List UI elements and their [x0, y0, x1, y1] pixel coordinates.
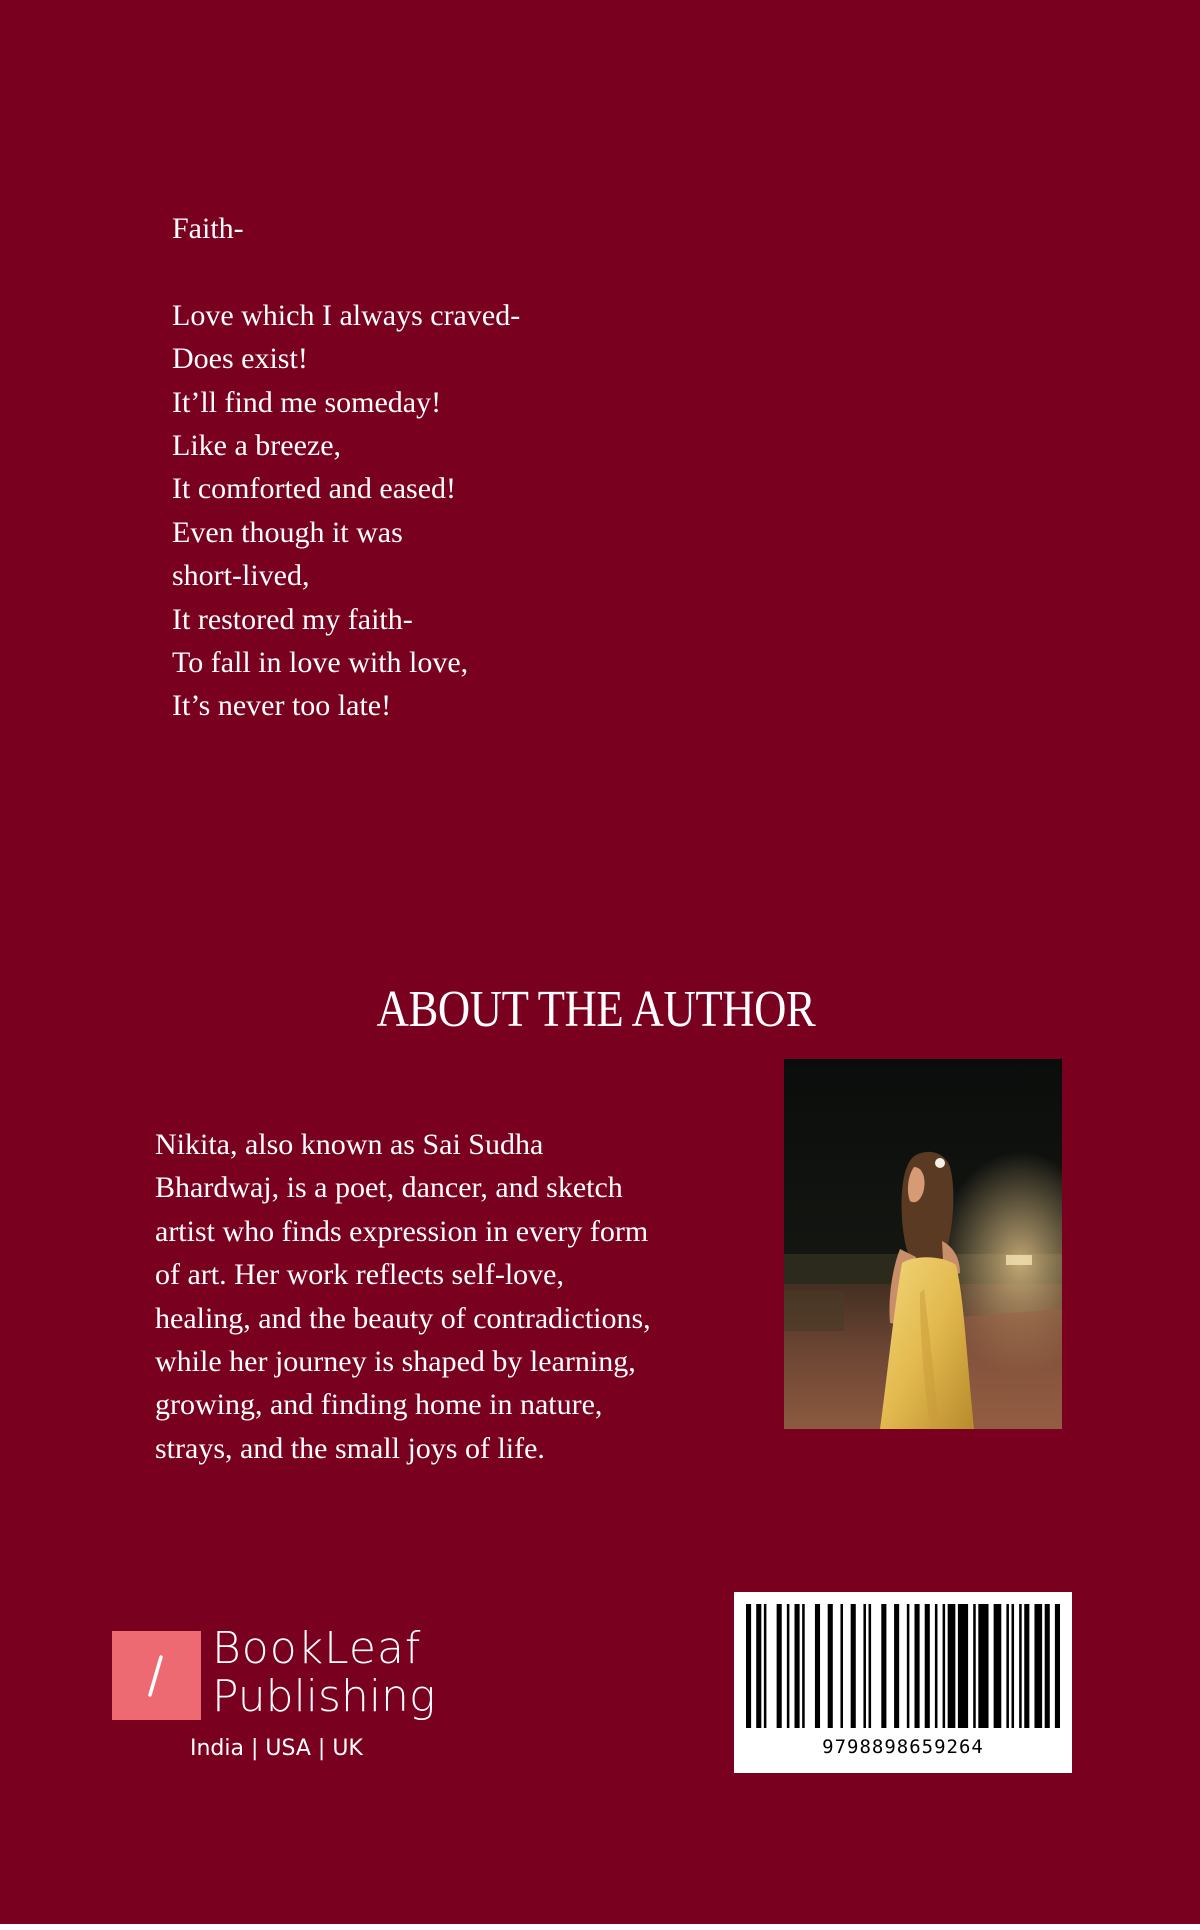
poem-line: Like a breeze,	[172, 429, 342, 463]
poem-line: Even though it was	[172, 515, 403, 549]
poem	[172, 207, 872, 728]
barcode-bar	[815, 1604, 820, 1728]
barcode-bar	[1006, 1604, 1009, 1728]
publisher-name-line1: BookLeaf	[212, 1623, 422, 1674]
barcode-bar	[925, 1604, 930, 1728]
bio-line: healing, and the beauty of contradictions,	[155, 1301, 651, 1335]
poem-line: short-lived,	[172, 559, 310, 593]
barcode-bar	[894, 1604, 899, 1728]
barcode-bar	[802, 1604, 805, 1728]
barcode-bar	[1055, 1604, 1060, 1728]
author-photo	[784, 1059, 1062, 1429]
barcode-bar	[948, 1604, 956, 1728]
barcode-bar	[1045, 1604, 1050, 1728]
barcode-bar	[994, 1604, 1002, 1728]
poem-line: It comforted and eased!	[172, 472, 457, 506]
barcode-bar	[1019, 1604, 1022, 1728]
barcode-bar	[943, 1604, 946, 1728]
poem-line: It’s never too late!	[172, 689, 392, 723]
bio-line: of art. Her work reflects self-love,	[155, 1258, 564, 1292]
barcode-bar	[746, 1604, 751, 1728]
barcode-bar	[978, 1604, 988, 1728]
barcode-bar	[863, 1604, 866, 1728]
slash-mark-icon	[112, 1631, 201, 1720]
barcode-bar	[1024, 1604, 1029, 1728]
bio-line: while her journey is shaped by learning,	[155, 1345, 636, 1379]
isbn-number: 9798898659264	[822, 1736, 984, 1758]
barcode-bar	[1012, 1604, 1015, 1728]
barcode-bar	[787, 1604, 790, 1728]
bio-line: Bhardwaj, is a poet, dancer, and sketch	[155, 1171, 623, 1205]
poem-line: Does exist!	[172, 342, 308, 376]
bio-line: Nikita, also known as Sai Sudha	[155, 1128, 544, 1161]
barcode-bar	[958, 1604, 968, 1728]
author-bio	[155, 1123, 735, 1470]
barcode-bar	[973, 1604, 976, 1728]
barcode-bar	[777, 1604, 782, 1728]
barcode-bars	[746, 1604, 1060, 1728]
barcode-bar	[795, 1604, 800, 1728]
barcode-bar	[869, 1604, 872, 1728]
barcode-bar	[756, 1604, 761, 1728]
barcode-bar	[840, 1604, 843, 1728]
poem-title: Faith-	[172, 212, 244, 245]
publisher-name-line2: Publishing	[212, 1671, 436, 1722]
poem-line: Love which I always craved-	[172, 298, 521, 332]
barcode-bar	[907, 1604, 910, 1728]
barcode-bar	[764, 1604, 767, 1728]
barcode-bar	[914, 1604, 919, 1728]
isbn-barcode	[734, 1592, 1072, 1773]
bio-line: growing, and finding home in nature,	[155, 1388, 603, 1422]
poem-line: It’ll find me someday!	[172, 385, 442, 419]
barcode-bar	[1034, 1604, 1042, 1728]
publisher-regions: India | USA | UK	[190, 1736, 363, 1761]
bio-line: strays, and the small joys of life.	[155, 1431, 545, 1465]
barcode-bar	[851, 1604, 856, 1728]
bio-line: artist who finds expression in every form	[155, 1214, 649, 1248]
poem-line: To fall in love with love,	[172, 646, 469, 680]
barcode-bar	[828, 1604, 833, 1728]
about-heading: ABOUT THE AUTHOR	[376, 981, 816, 1038]
poem-line: It restored my faith-	[172, 602, 413, 636]
publisher-logo	[112, 1623, 462, 1769]
barcode-bar	[881, 1604, 886, 1728]
barcode-bar	[935, 1604, 938, 1728]
